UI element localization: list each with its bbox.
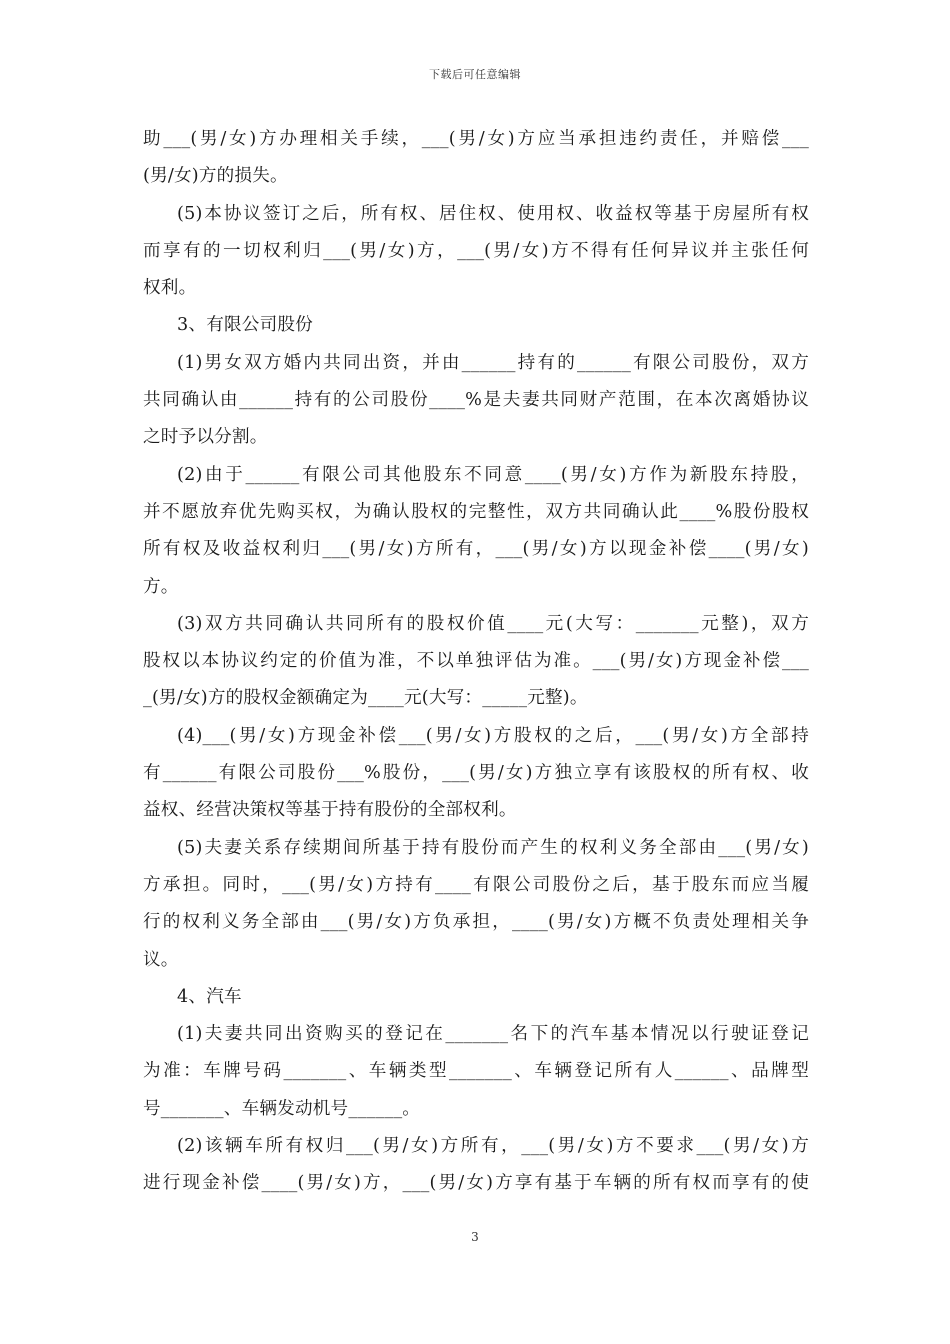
text-line: 之时予以分割。 — [143, 427, 268, 448]
text-line: 3、有限公司股份 — [177, 315, 313, 336]
text-line: (5)夫妻关系存续期间所基于持有股份而产生的权利义务全部由___(男/女) — [177, 837, 809, 858]
text-line: 而享有的一切权利归___(男/女)方，___(男/女)方不得有任何异议并主张任何 — [143, 240, 809, 261]
text-line: 权利。 — [143, 278, 197, 299]
text-line: 号_______、车辆发动机号______。 — [143, 1098, 421, 1119]
text-line: (男/女)方的损失。 — [143, 166, 288, 187]
page-number: 3 — [471, 1230, 479, 1244]
page-header: 下载后可任意编辑 — [429, 68, 521, 81]
text-line: (1)男女双方婚内共同出资，并由______持有的______有限公司股份，双方 — [177, 352, 809, 373]
text-line: 行的权利义务全部由___(男/女)方负承担，____(男/女)方概不负责处理相关争 — [143, 912, 809, 933]
text-line: 益权、经营决策权等基于持有股份的全部权利。 — [143, 800, 517, 821]
text-line: (5)本协议签订之后，所有权、居住权、使用权、收益权等基于房屋所有权 — [177, 203, 809, 224]
text-line: 4、汽车 — [177, 986, 242, 1007]
text-line: 助___(男/女)方办理相关手续，___(男/女)方应当承担违约责任，并赔偿___ — [143, 129, 809, 149]
text-line: (2)该辆车所有权归___(男/女)方所有，___(男/女)方不要求___(男/女)方 — [177, 1136, 809, 1157]
text-line: 进行现金补偿____(男/女)方，___(男/女)方享有基于车辆的所有权而享有的使 — [143, 1173, 809, 1194]
text-line: (4)___(男/女)方现金补偿___(男/女)方股权的之后，___(男/女)方全部持 — [177, 725, 809, 746]
text-line: 并不愿放弃优先购买权，为确认股权的完整性，双方共同确认此____%股份股权 — [143, 501, 809, 522]
document-body — [143, 121, 809, 1203]
text-line: (3)双方共同确认共同所有的股权价值____元(大写：_______元整)，双方 — [177, 613, 809, 634]
text-line: (2)由于______有限公司其他股东不同意____(男/女)方作为新股东持股， — [177, 464, 809, 485]
text-line: 有______有限公司股份___%股份，___(男/女)方独立享有该股权的所有权、收 — [143, 763, 809, 784]
text-line: 为准：车牌号码_______、车辆类型_______、车辆登记所有人______、品牌型 — [143, 1061, 809, 1082]
text-line: 议。 — [143, 949, 179, 970]
text-line: _(男/女)方的股权金额确定为____元(大写：_____元整)。 — [143, 688, 588, 709]
text-line: 方承担。同时，___(男/女)方持有____有限公司股份之后，基于股东而应当履 — [143, 874, 809, 895]
text-line: 共同确认由______持有的公司股份____%是夫妻共同财产范围，在本次离婚协议 — [143, 390, 809, 411]
text-line: 所有权及收益权利归___(男/女)方所有，___(男/女)方以现金补偿____(男/女) — [143, 539, 809, 560]
text-line: 方。 — [143, 576, 179, 597]
text-line: 股权以本协议约定的价值为准，不以单独评估为准。___(男/女)方现金补偿___ — [143, 651, 809, 672]
text-line: (1)夫妻共同出资购买的登记在_______名下的汽车基本情况以行驶证登记 — [177, 1024, 809, 1045]
